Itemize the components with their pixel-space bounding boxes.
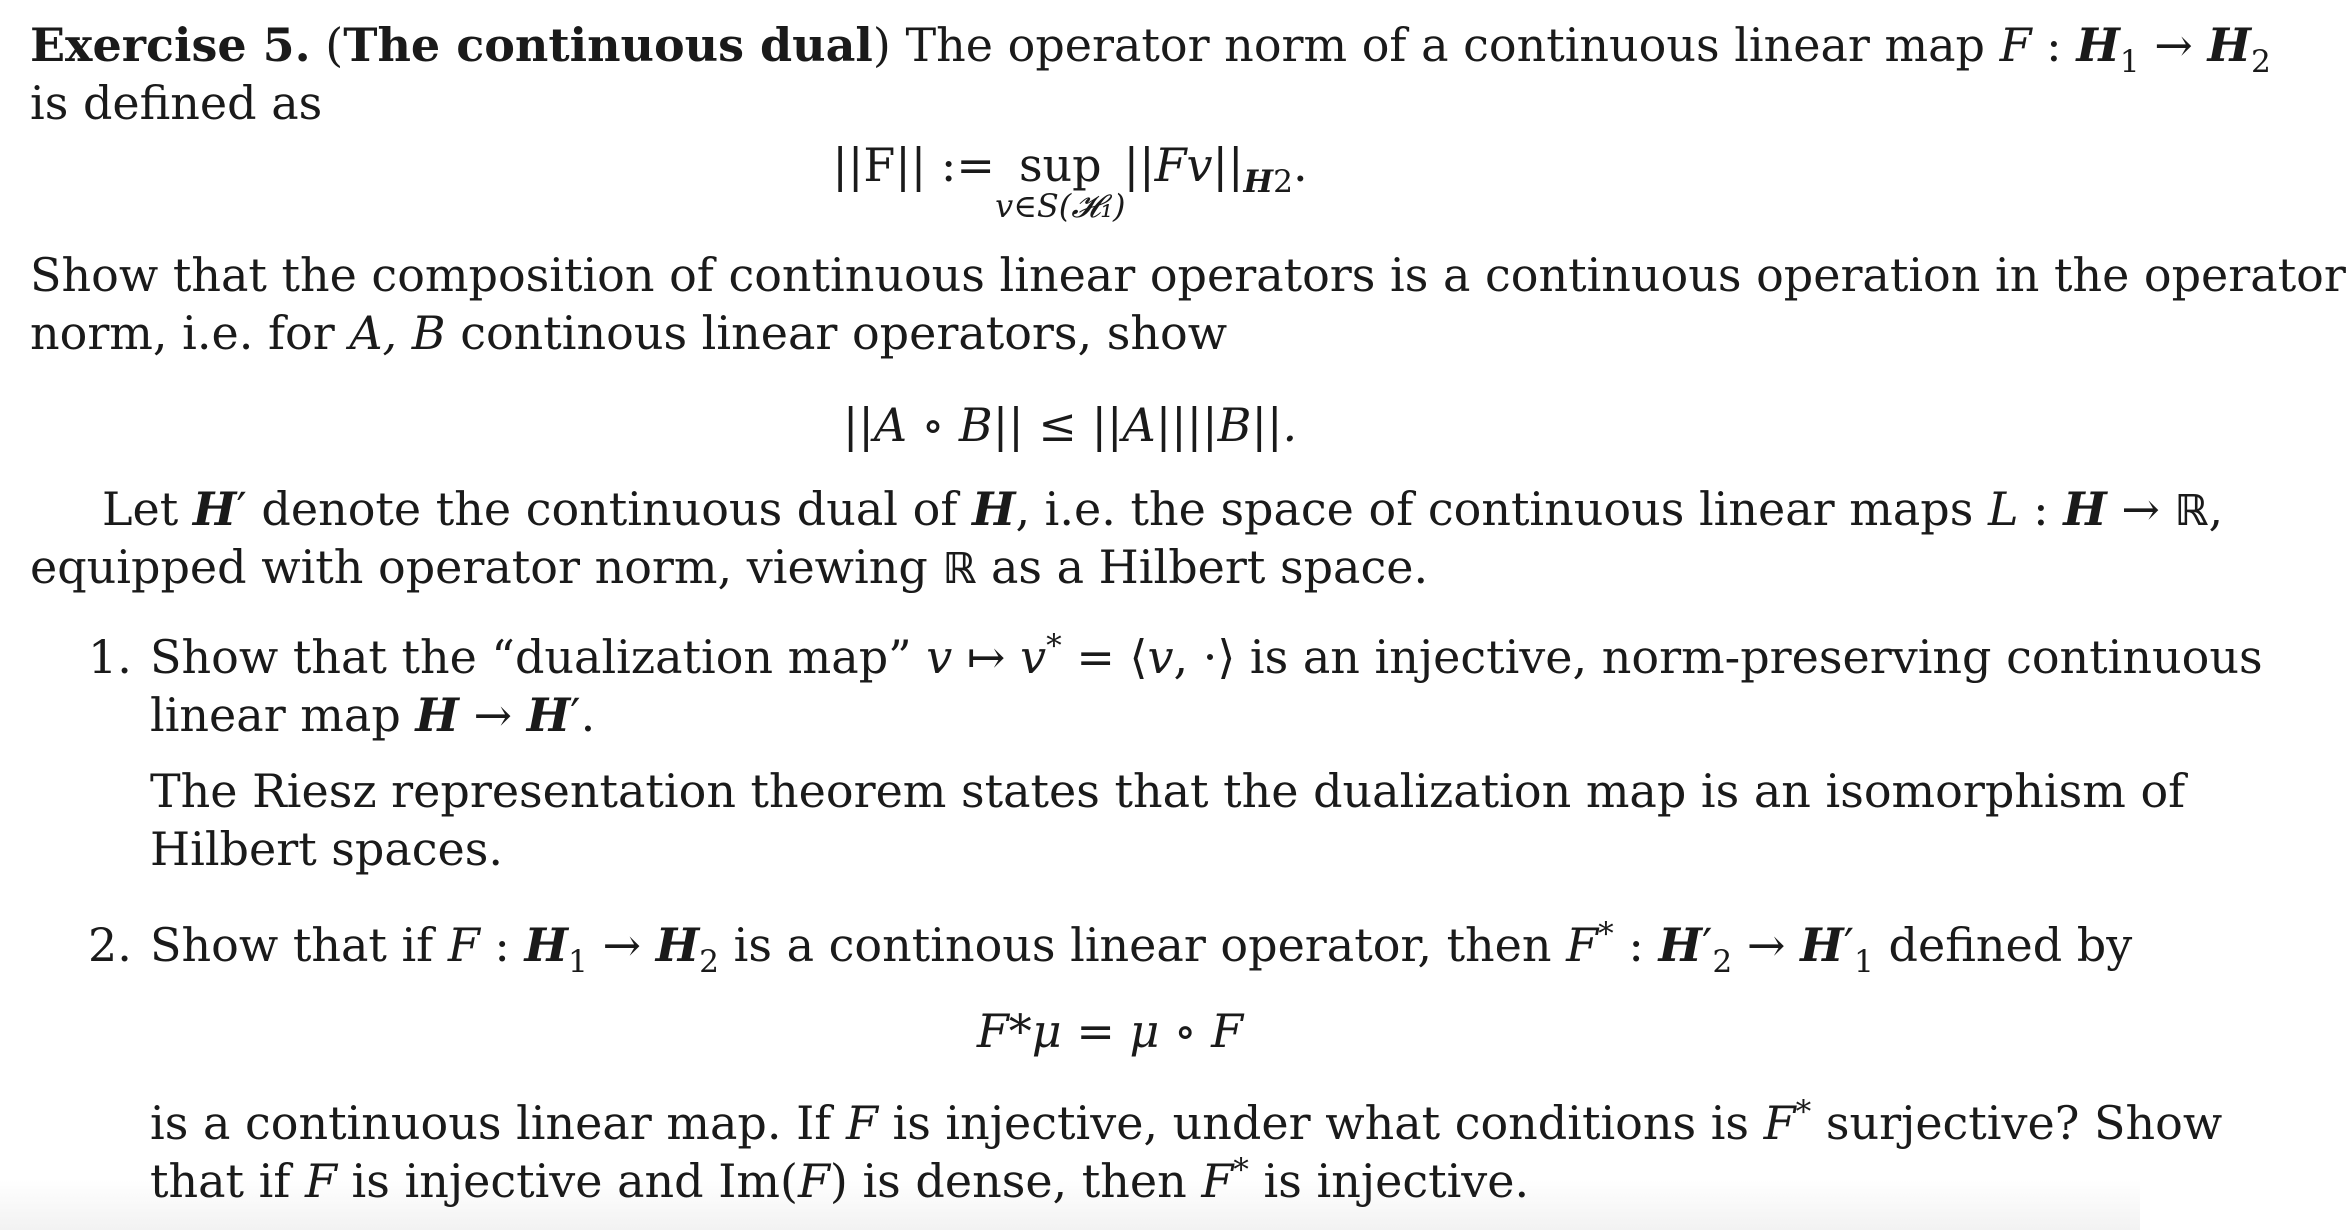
item-1-note-line-1: The Riesz representation theorem states that the dualization map is an isomorphism of — [150, 764, 2186, 818]
equation-dual-definition: F*μ = μ ∘ F — [976, 1004, 1244, 1058]
let-line-2: equipped with operator norm, viewing ℝ as a Hilbert space. — [30, 540, 1429, 594]
math-map-signature: F — [1999, 18, 2032, 72]
item-1-line-1: Show that the “dualization map” v ↦ v* = ⟨v, ·⟩ is an injective, norm-preserving continuous — [150, 627, 2263, 684]
show-line-1: Show that the composition of continuous linear operators is a continuous operation in the operator — [30, 248, 2346, 302]
item-1-line-2: linear map H → H′. — [150, 688, 596, 742]
exercise-label: Exercise 5. — [30, 18, 311, 72]
item-2-line-1: Show that if F : $H_1 \to H_2$ is a continous linear operator, then F* : $H'_2 \to H'_1$ defined by — [150, 915, 2133, 980]
let-line-1: Let H′ denote the continuous dual of H, i.e. the space of continuous linear maps L : H → ℝ, — [102, 482, 2224, 536]
item-2-after-line-2: that if F is injective and Im(F) is dense, then F* is injective. — [150, 1151, 1530, 1208]
item-number-2: 2. — [88, 918, 132, 972]
item-1-note-line-2: Hilbert spaces. — [150, 822, 503, 876]
item-2-after-line-1: is a continuous linear map. If F is injective, under what conditions is F* surjective? Show — [150, 1093, 2223, 1150]
show-line-2: norm, i.e. for A, B continous linear operators, show — [30, 306, 1228, 360]
equation-operator-norm: ||F|| := sup v∈S(𝓗₁) $||Fv||_{H2}$. — [832, 138, 1308, 225]
equation-composition-bound: ||A ∘ B|| ≤ ||A||||B||. — [842, 398, 1298, 452]
exercise-title: The continuous dual — [343, 18, 873, 72]
exercise-intro-line2: is defined as — [30, 76, 323, 130]
item-number-1: 1. — [88, 630, 132, 684]
exercise-intro-line: Exercise 5. (The continuous dual) The operator norm of a continuous linear map F : $H_1 \to H_2$ — [30, 18, 2271, 80]
